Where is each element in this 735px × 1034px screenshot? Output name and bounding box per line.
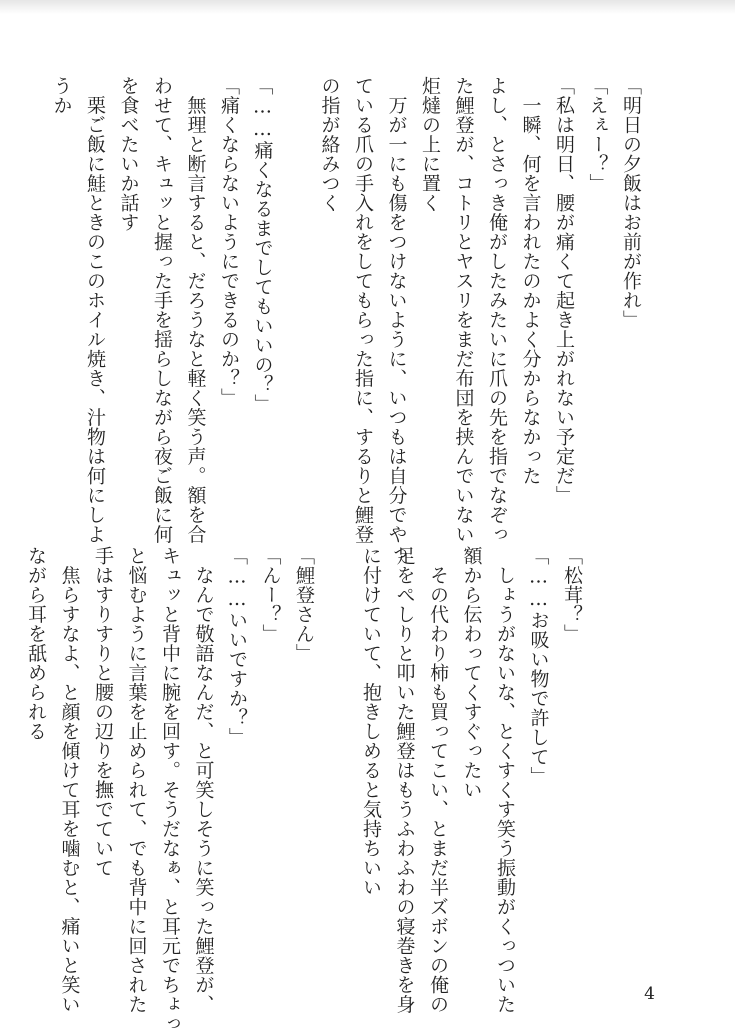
text-line: 無理と断言すると、だろうなと軽く笑う声。額を合 (184, 76, 207, 544)
text-line: 手はすりすりと腰の辺りを撫でていて (92, 546, 114, 878)
text-line: 「……お吸い物で許して」 (527, 546, 550, 786)
text-line: 万が一にも傷をつけないように、いつもは自分でやっ (385, 76, 408, 564)
text-line: よし、とさっき俺がしたみたいに爪の先を指でなぞっ (486, 76, 508, 544)
text-line: うか (50, 76, 73, 115)
text-block-top (44, 76, 647, 564)
text-line: しょうがないな、とくすくす笑う振動がくっついた (494, 546, 516, 1014)
blank-line (279, 76, 313, 506)
text-line: 「んー？」 (259, 546, 282, 644)
text-line: の指が絡みつく (318, 76, 341, 213)
text-line: 「明日の夕飯はお前が作れ」 (620, 76, 642, 330)
text-line: に付けていて、抱きしめると気持ちいい (360, 546, 382, 897)
text-line: 「松茸？」 (561, 546, 583, 644)
page-number: 4 (644, 984, 655, 1004)
text-line: 「えぇー？」 (586, 76, 609, 193)
text-line: と悩むように言葉を止められて、でも背中に回された (125, 546, 148, 1014)
text-block-bottom (19, 546, 589, 1034)
text-line: 栗ご飯に鮭ときのこのホイル焼き、汁物は何にしよ (84, 76, 106, 544)
text-line: 「痛くならないようにできるのか？」 (218, 76, 240, 408)
scan-top-shadow (0, 0, 735, 14)
text-line: なんで敬語なんだ、と可笑しそうに笑った鯉登が、 (192, 546, 215, 1014)
text-line: 足をぺしりと叩いた鯉登はもうふわふわの寝巻きを身 (393, 546, 416, 1014)
text-line: 一瞬、何を言われたのかよく分からなかった (519, 76, 542, 486)
text-line: わせて、キュッと握った手を揺らしながら夜ご飯に何 (151, 76, 173, 544)
text-line: ながら耳を舐められる (25, 546, 47, 741)
text-line: キュッと背中に腕を回す。そうだなぁ、と耳元でちょっ (159, 546, 181, 1034)
text-line: 「鯉登さん」 (293, 546, 315, 663)
text-line: 「……痛くなるまでしてもいいの？」 (251, 76, 274, 414)
text-line: 焦らすなよ、と顔を傾けて耳を噛むと、痛いと笑い (58, 546, 81, 1014)
text-line: 「私は明日、腰が痛くて起き上がれない予定だ」 (553, 76, 575, 505)
text-line: を食べたいか話す (117, 76, 140, 232)
text-line: ている爪の手入れをしてもらった指に、するりと鯉登 (352, 76, 374, 544)
text-line: 炬燵の上に置く (419, 76, 441, 213)
text-line: た鯉登が、コトリとヤスリをまだ布団を挟んでいない (452, 76, 475, 544)
text-line: 額から伝わってくすぐったい (460, 546, 483, 800)
text-line: 「……いいですか？」 (226, 546, 248, 747)
blank-line (320, 546, 354, 976)
text-line: その代わり柿も買ってこい、とまだ半ズボンの俺の (427, 546, 449, 1014)
